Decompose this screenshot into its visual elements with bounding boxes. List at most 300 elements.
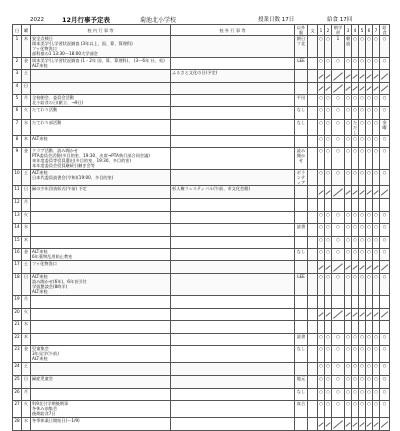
schedule-rows [13, 36, 390, 431]
mark-cell: ○ [352, 148, 359, 170]
event-line: ALT来校 [32, 288, 48, 294]
mark-cell: ○ [380, 249, 390, 261]
no-class-mark [359, 261, 366, 274]
event-line: 岡本美学引,学習状況調査 (1・2年 国、算、算理科)、 (3〜6年 社、英) [32, 58, 165, 63]
col-day: 日 [13, 25, 22, 36]
external-events-cell [171, 119, 295, 135]
mark-cell [345, 295, 352, 308]
mark-cell: ○ [366, 273, 373, 295]
mark-cell: ○ [380, 95, 390, 107]
schedule-row [13, 401, 390, 418]
mark-cell: ○ [380, 363, 390, 376]
mark-cell [318, 295, 325, 308]
schedule-row [13, 135, 390, 148]
mark-cell [332, 198, 345, 211]
day-cell: 1 [13, 36, 22, 58]
mark-cell: ○ [318, 363, 325, 376]
mark-cell: ○ [380, 224, 390, 237]
internal-events-cell [31, 95, 171, 107]
day-cell: 15 [13, 236, 22, 249]
event-line: 本年度委員会役員継続引継ぎ会等 [32, 163, 95, 169]
mark-cell: ○ [318, 236, 325, 249]
mark-cell: ○ [373, 135, 380, 148]
no-class-mark [380, 308, 390, 321]
uniform-cell: 真合 [295, 401, 308, 418]
bun-cell [308, 273, 318, 295]
internal-events-cell [31, 198, 171, 211]
weekday-cell: 金 [22, 346, 31, 363]
internal-events-cell [31, 295, 171, 308]
mark-cell: ○ [352, 58, 359, 70]
mark-cell: ○ [366, 333, 373, 346]
schedule-table [12, 24, 390, 431]
mark-cell: ○ [352, 249, 359, 261]
mark-cell: ○ [345, 135, 352, 148]
mark-cell: 朝読 [345, 36, 352, 58]
uniform-cell: 読書 [295, 224, 308, 237]
mark-cell: ○ [318, 36, 325, 58]
mark-cell: ○ [373, 148, 380, 170]
no-class-mark [345, 70, 352, 83]
schedule-row [13, 119, 390, 135]
mark-cell: ○ [325, 375, 332, 388]
weekday-cell: 金 [22, 58, 31, 70]
day-cell: 12 [13, 198, 22, 211]
bun-cell [308, 363, 318, 376]
day-cell: 25 [13, 375, 22, 388]
bun-cell [308, 36, 318, 58]
mark-cell: ○ [325, 224, 332, 237]
mark-cell: ○ [373, 375, 380, 388]
mark-cell: ○ [332, 346, 345, 363]
bun-cell [308, 236, 318, 249]
mark-cell: ○ [345, 236, 352, 249]
mark-cell: ○ [359, 273, 366, 295]
col-grade: 3 [345, 25, 352, 36]
external-events-cell [171, 36, 295, 58]
no-class-mark [318, 308, 325, 321]
day-cell: 4 [13, 82, 22, 95]
no-class-mark [366, 82, 373, 95]
no-class-mark [318, 82, 325, 95]
external-events-cell: 杉人権フェスティバル(午前、市文化会館) [171, 186, 295, 199]
lunch-count-note: 給食 17回 [327, 17, 353, 23]
mark-cell: ○ [332, 95, 345, 107]
schedule-row [13, 36, 390, 58]
external-events-cell [171, 401, 295, 418]
bun-cell [308, 135, 318, 148]
mark-cell: ○ [318, 388, 325, 401]
mark-cell: ○ [325, 119, 332, 135]
mark-cell [325, 295, 332, 308]
internal-events-cell [31, 58, 171, 70]
mark-cell: ○ [325, 401, 332, 418]
weekday-cell: 火 [22, 308, 31, 321]
event-line: 緑の少年団表彰式(午前) 予定 [32, 186, 87, 192]
no-class-mark [332, 308, 345, 321]
event-line: クラブ活動、読み聞かせ [32, 148, 79, 154]
schedule-row [13, 95, 390, 107]
mark-cell [325, 321, 332, 334]
mark-cell [366, 295, 373, 308]
external-events-cell [171, 418, 295, 431]
no-class-mark [380, 70, 390, 83]
day-cell: 6 [13, 107, 22, 120]
mark-cell [366, 198, 373, 211]
mark-cell: ○ [318, 148, 325, 170]
mark-cell: ○ [325, 107, 332, 120]
event-line: 冬季休業日開始日(〜1/9) [32, 418, 80, 424]
no-class-mark [345, 418, 352, 431]
col-internal-events: 校 内 行 事 等 [31, 25, 171, 36]
event-line: 岡本美学引,学習状況調査 (3年以上、国、算、算理科) [32, 41, 133, 46]
mark-cell: ○ [359, 36, 366, 58]
mark-cell: ○ [359, 333, 366, 346]
table-header-row [13, 25, 390, 36]
mark-cell: ○ [366, 224, 373, 237]
mark-cell: ○ [318, 224, 325, 237]
mark-cell: ○ [352, 333, 359, 346]
no-class-mark [318, 186, 325, 199]
mark-cell: ○ [332, 135, 345, 148]
mark-cell: ○ [318, 401, 325, 418]
mark-cell: ○ [359, 388, 366, 401]
bun-cell [308, 119, 318, 135]
internal-events-cell [31, 186, 171, 199]
mark-cell [332, 295, 345, 308]
mark-cell: ○ [380, 401, 390, 418]
uniform-cell [295, 363, 308, 376]
mark-cell: ○ [352, 170, 359, 186]
day-cell: 22 [13, 333, 22, 346]
event-line: たてわり部活動 [32, 119, 62, 125]
event-line: 学級懇談会(8時半) [32, 283, 68, 289]
external-events-cell [171, 107, 295, 120]
mark-cell: ○ [332, 236, 345, 249]
no-class-mark [366, 186, 373, 199]
uniform-cell [295, 211, 308, 224]
no-class-mark [359, 70, 366, 83]
internal-events-cell [31, 346, 171, 363]
mark-cell: ○ [318, 107, 325, 120]
event-line: 部科推の1 13:30〜18:00大学部会 [32, 51, 98, 56]
uniform-cell: なし [295, 249, 308, 261]
internal-events-cell [31, 170, 171, 186]
bun-cell [308, 70, 318, 83]
weekday-cell: 木 [22, 333, 31, 346]
external-events-cell [171, 211, 295, 224]
mark-cell: ○ [373, 107, 380, 120]
uniform-cell: 朝日フ北 [295, 36, 308, 58]
event-line: 3年見学(午前) [32, 351, 59, 357]
col-bun: 文 [308, 25, 318, 36]
uniform-cell: 平田 [295, 95, 308, 107]
mark-cell: ○ [318, 170, 325, 186]
mark-cell: ○ [332, 224, 345, 237]
event-line: ALT来校 [32, 356, 48, 362]
uniform-cell: なし [295, 388, 308, 401]
no-class-mark [332, 82, 345, 95]
weekday-cell: 木 [22, 236, 31, 249]
schedule-row [13, 224, 390, 237]
day-cell: 21 [13, 321, 22, 334]
bun-cell [308, 170, 318, 186]
event-line: 冬休み前集会 [32, 406, 58, 412]
external-events-cell [171, 375, 295, 388]
day-cell: 14 [13, 224, 22, 237]
day-cell: 8 [13, 135, 22, 148]
mark-cell: ○ [380, 148, 390, 170]
internal-events-cell [31, 211, 171, 224]
mark-cell: ○ [373, 401, 380, 418]
schedule-row [13, 333, 390, 346]
bun-cell [308, 333, 318, 346]
no-class-mark [359, 82, 366, 95]
weekday-cell: 金 [22, 148, 31, 170]
mark-cell [373, 295, 380, 308]
col-external-events: 校 外 行 事 等 [171, 25, 295, 36]
mark-cell: ○ [318, 333, 325, 346]
no-class-mark [380, 418, 390, 431]
bun-cell [308, 95, 318, 107]
bun-cell [308, 198, 318, 211]
schedule-row [13, 346, 390, 363]
no-class-mark [366, 308, 373, 321]
event-line: 緑症児童会 [32, 375, 53, 381]
mark-cell: ○ [345, 249, 352, 261]
schedule-row [13, 70, 390, 83]
mark-cell: ○ [359, 170, 366, 186]
weekday-cell: 月 [22, 295, 31, 308]
weekday-cell: 月 [22, 95, 31, 107]
mark-cell: ○ [359, 249, 366, 261]
external-events-cell [171, 198, 295, 211]
mark-cell: ○ [366, 211, 373, 224]
schedule-row [13, 418, 390, 431]
mark-cell: ○ [359, 375, 366, 388]
page-header [12, 5, 388, 25]
event-line: 日本代委員読書会(令和)(19:00、多目的室) [32, 175, 114, 181]
col-lunch: 給食 [380, 25, 390, 36]
no-class-mark [373, 186, 380, 199]
uniform-cell [295, 135, 308, 148]
no-class-mark [345, 261, 352, 274]
day-cell: 11 [13, 186, 22, 199]
mark-cell: ○ [325, 36, 332, 58]
school-days-note: 授業日数 17日 [258, 17, 295, 23]
external-events-cell [171, 295, 295, 308]
bun-cell [308, 249, 318, 261]
day-cell: 10 [13, 170, 22, 186]
mark-cell: ○ [373, 363, 380, 376]
no-class-mark [366, 261, 373, 274]
mark-cell: ○ [352, 388, 359, 401]
mark-cell: ○ [325, 249, 332, 261]
mark-cell [373, 321, 380, 334]
no-class-mark [352, 261, 359, 274]
weekday-cell: 月 [22, 388, 31, 401]
schedule-row [13, 388, 390, 401]
no-class-mark [332, 70, 345, 83]
internal-events-cell [31, 249, 171, 261]
internal-events-cell [31, 224, 171, 237]
mark-cell: ○ [359, 236, 366, 249]
external-events-cell [171, 388, 295, 401]
schedule-row [13, 375, 390, 388]
mark-cell: ○ [352, 211, 359, 224]
weekday-cell: 日 [22, 82, 31, 95]
uniform-cell [295, 186, 308, 199]
weekday-cell: 日 [22, 273, 31, 295]
mark-cell: ○ [359, 107, 366, 120]
no-class-mark [345, 308, 352, 321]
mark-cell [380, 295, 390, 308]
mark-cell: ○ [332, 148, 345, 170]
mark-cell: ○ [352, 401, 359, 418]
mark-cell: ○ [345, 107, 352, 120]
schedule-row [13, 186, 390, 199]
mark-cell [359, 295, 366, 308]
mark-cell: 1 [332, 36, 345, 58]
mark-cell: ○ [366, 346, 373, 363]
external-events-cell [171, 261, 295, 274]
bun-cell [308, 388, 318, 401]
internal-events-cell [31, 82, 171, 95]
schedule-row [13, 308, 390, 321]
event-line: フッ化物洗口 [32, 261, 57, 267]
event-line: ALT来校 [32, 63, 48, 68]
mark-cell: ○ [318, 375, 325, 388]
mark-cell: ○ [332, 333, 345, 346]
mark-cell: ○ [380, 388, 390, 401]
event-line: 来年度委員等役員選出(多目的室、19:30、多目的室) [32, 158, 132, 164]
mark-cell: ○ [352, 135, 359, 148]
mark-cell: ○ [345, 170, 352, 186]
no-class-mark [373, 70, 380, 83]
mark-cell: ○ [380, 236, 390, 249]
col-grade: 2 [325, 25, 332, 36]
no-class-mark [352, 308, 359, 321]
internal-events-cell [31, 107, 171, 120]
mark-cell: ○ [352, 346, 359, 363]
mark-cell: ○ [345, 148, 352, 170]
event-line: 後期給食7日 [32, 411, 56, 417]
mark-cell: ○ [366, 401, 373, 418]
internal-events-cell [31, 418, 171, 431]
mark-cell [359, 198, 366, 211]
mark-cell: ○ [366, 249, 373, 261]
mark-cell: ○ [332, 107, 345, 120]
no-class-mark [373, 418, 380, 431]
mark-cell: ○ [325, 333, 332, 346]
schedule-row [13, 148, 390, 170]
uniform-cell [295, 82, 308, 95]
bun-cell [308, 261, 318, 274]
external-events-cell [171, 333, 295, 346]
mark-cell: ○ [325, 170, 332, 186]
col-grade: 5 [359, 25, 366, 36]
day-cell: 9 [13, 148, 22, 170]
day-cell: 20 [13, 308, 22, 321]
mark-cell [373, 198, 380, 211]
mark-cell: ○ [380, 58, 390, 70]
uniform-cell [295, 198, 308, 211]
mark-cell [352, 321, 359, 334]
external-events-cell [171, 249, 295, 261]
uniform-cell: LEE [295, 58, 308, 70]
mark-cell: ○ [366, 236, 373, 249]
col-uniform: 以外服 [295, 25, 308, 36]
weekday-cell: 土 [22, 70, 31, 83]
day-cell: 5 [13, 95, 22, 107]
mark-cell: ○ [373, 249, 380, 261]
no-class-mark [345, 82, 352, 95]
no-class-mark [332, 418, 345, 431]
external-events-cell [171, 82, 295, 95]
col-grade: 6 [366, 25, 373, 36]
mark-cell [366, 321, 373, 334]
no-class-mark [325, 70, 332, 83]
mark-cell: ○ [352, 363, 359, 376]
schedule-row [13, 198, 390, 211]
mark-cell: ○ [366, 58, 373, 70]
mark-cell [352, 198, 359, 211]
bun-cell [308, 107, 318, 120]
mark-cell: ○ [366, 388, 373, 401]
schedule-row [13, 321, 390, 334]
event-line: 全校朝会、委員会活動 [32, 95, 74, 101]
mark-cell: ○ [373, 333, 380, 346]
mark-cell: ○ [352, 224, 359, 237]
schedule-row [13, 273, 390, 295]
uniform-cell: なし [295, 119, 308, 135]
event-line: 安全点検日 [32, 36, 53, 41]
weekday-cell: 火 [22, 401, 31, 418]
external-events-cell [171, 170, 295, 186]
schedule-row [13, 261, 390, 274]
mark-cell: ○ [352, 273, 359, 295]
mark-cell: ○ [318, 273, 325, 295]
no-class-mark [325, 261, 332, 274]
mark-cell: ○ [373, 236, 380, 249]
mark-cell [345, 321, 352, 334]
mark-cell: ○ [325, 211, 332, 224]
internal-events-cell [31, 375, 171, 388]
mark-cell: ○ [325, 58, 332, 70]
mark-cell: ○ [366, 363, 373, 376]
event-line: PTA委員会活動(多目的室、19:30、出席→PTA執行部合同会議) [32, 153, 150, 159]
weekday-cell: 水 [22, 418, 31, 431]
internal-events-cell [31, 261, 171, 274]
mark-cell: ○ [373, 58, 380, 70]
weekday-cell: 月 [22, 198, 31, 211]
no-class-mark [352, 82, 359, 95]
schedule-row [13, 363, 390, 376]
no-class-mark [325, 186, 332, 199]
weekday-cell: 火 [22, 211, 31, 224]
mark-cell: ○ [366, 135, 373, 148]
internal-events-cell [31, 321, 171, 334]
no-class-mark [325, 82, 332, 95]
col-grade: 朝学習 [332, 25, 345, 36]
uniform-cell [295, 261, 308, 274]
mark-cell: ○ [366, 36, 373, 58]
mark-cell: ○ [373, 273, 380, 295]
uniform-cell: 読み聞かせ [295, 148, 308, 170]
schedule-row [13, 170, 390, 186]
mark-cell: ○ [380, 346, 390, 363]
event-line: ALT来校 [32, 135, 48, 141]
